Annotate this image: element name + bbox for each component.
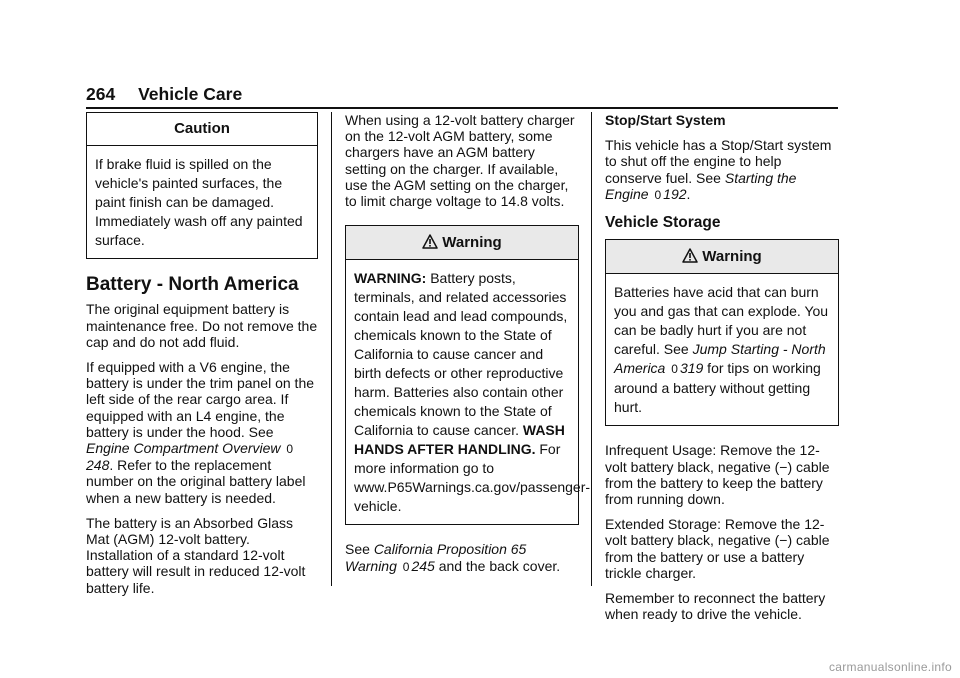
see-prop65-para: See California Proposition 65 Warning 0 245 and the back cover. [345, 541, 561, 574]
engine-compartment-link[interactable]: Engine Compartment Overview [86, 440, 281, 457]
warning-acid-body: Batteries have acid that can burn you and gas that can explode. You can be badly hurt if you are not careful. See Jump Starting - North America 0 319 for tips on working around a battery without getting hurt. [614, 284, 829, 416]
stopstart-heading: Stop/Start System [605, 112, 726, 128]
column-divider-1 [331, 112, 332, 586]
prop65-link[interactable]: California Proposition 65 Warning [345, 541, 527, 574]
battery-para-3: The battery is an Absorbed Glass Mat (AGM) 12-volt battery. Installation of a standard 12-volt battery will result in reduced 12-volt battery life. [86, 514, 306, 596]
page-reference-icon: 0 [286, 442, 294, 457]
header-rule [86, 107, 838, 109]
page-number: 264 [86, 84, 116, 104]
jump-starting-link[interactable]: Jump Starting - North America [614, 341, 826, 377]
extended-storage-para: Extended Storage: Remove the 12-volt battery black, negative (−) cable from the battery or use a battery trickle charger. [605, 516, 830, 581]
page-reference-icon: 0 [654, 187, 662, 202]
reconnect-para: Remember to reconnect the battery when ready to drive the vehicle. [605, 590, 826, 623]
page-reference-icon: 0 [671, 362, 678, 377]
column-1 [86, 112, 318, 605]
page-ref-245[interactable]: 245 [411, 557, 435, 574]
battery-heading: Battery - North America [86, 274, 299, 296]
page-ref-192[interactable]: 192 [663, 185, 687, 202]
warning-box-lead [345, 225, 591, 525]
warning-title: Warning [606, 240, 838, 274]
caution-body: If brake fluid is spilled on the vehicle's painted surfaces, the paint finish can be damaged. Immediately wash off any painted surface. [95, 156, 303, 249]
page-reference-icon: 0 [402, 559, 410, 574]
warning-body: WARNING: Battery posts, terminals, and related accessories contain lead and lead compounds, chemicals known to the State of California to cause cancer and birth defects or other reproductive harm. Batteries also contain other chemicals known to the State of California to cause cancer. WASH HANDS AFTER HANDLING. For more information go to www.P65Warnings.ca.gov/passenger-vehicle. [354, 270, 591, 515]
charger-para: When using a 12-volt battery charger on the 12-volt AGM battery, some chargers have an AGM battery setting on the charger. If available, use the AGM setting on the charger, to limit charge voltage to 14.8 volts. [345, 112, 575, 210]
battery-para-1: The original equipment battery is maintenance free. Do not remove the cap and do not add fluid. [86, 301, 318, 350]
warning-title: Warning [346, 226, 578, 260]
warning-triangle-icon [422, 234, 438, 249]
column-3 [605, 112, 839, 631]
warning-box-acid [605, 239, 839, 426]
column-divider-2 [591, 112, 592, 586]
column-2 [345, 112, 591, 584]
infrequent-usage-para: Infrequent Usage: Remove the 12-volt battery black, negative (−) cable from the battery to keep the battery from running down. [605, 442, 830, 508]
watermark: carmanualsonline.info [828, 660, 952, 674]
page-header [86, 84, 242, 105]
stopstart-para: This vehicle has a Stop/Start system to shut off the engine to help conserve fuel. See Starting the Engine 0 192. [605, 137, 832, 202]
starting-engine-link[interactable]: Starting the Engine [605, 169, 797, 202]
caution-box [86, 112, 318, 259]
warning-triangle-icon [682, 248, 698, 263]
battery-para-2: If equipped with a V6 engine, the battery is under the trim panel on the left side of the rear cargo area. If equipped with an L4 engine, the battery is under the hood. See Engine Compartment Overview 0248. Refer to the replacement number on the original battery label when a new battery is needed. [86, 359, 315, 506]
page-ref-248[interactable]: 248 [86, 457, 110, 474]
page-ref-319[interactable]: 319 [679, 360, 704, 377]
vehicle-storage-heading: Vehicle Storage [605, 214, 721, 232]
section-title: Vehicle Care [138, 84, 243, 104]
caution-title: Caution [87, 113, 317, 146]
